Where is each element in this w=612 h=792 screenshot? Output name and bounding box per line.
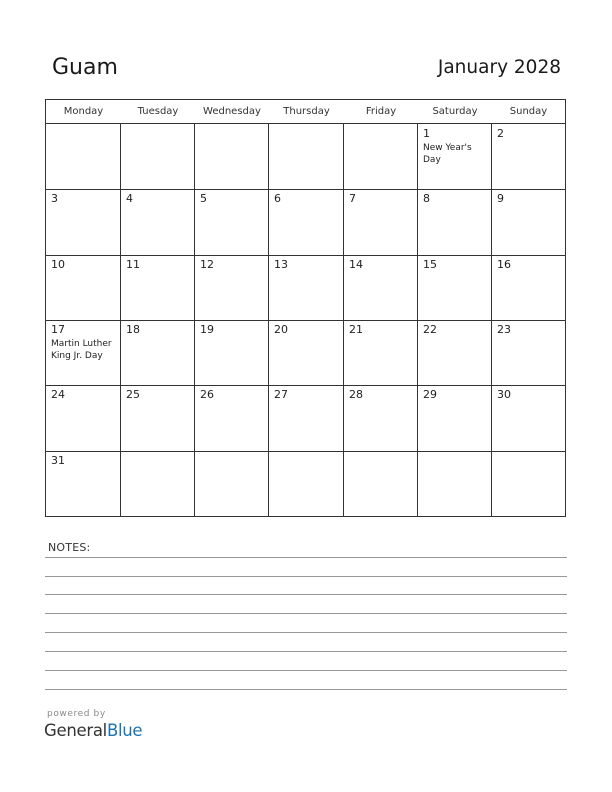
day-cell [126,192,190,205]
day-number: 27 [274,388,288,401]
day-number: 8 [423,192,430,205]
grid-row-divider [46,189,565,190]
holiday-label: Martin Luther King Jr. Day [51,339,112,361]
day-number: 12 [200,258,214,271]
day-number: 15 [423,258,437,271]
day-number: 4 [126,192,133,205]
day-number: 24 [51,388,65,401]
day-cell [274,323,339,336]
grid-row-divider [46,255,565,256]
weekday-header-saturday: Saturday [432,106,478,117]
day-number: 23 [497,323,511,336]
day-cell [497,258,560,271]
day-cell [126,258,190,271]
day-cell [51,192,116,205]
day-cell [200,258,264,271]
holiday-label: New Year's Day [423,143,472,165]
day-cell [51,323,116,362]
day-cell [274,388,339,401]
notes-line [45,632,567,633]
grid-row-divider [46,320,565,321]
weekday-header-wednesday: Wednesday [203,106,261,117]
day-number: 17 [51,323,65,336]
grid-row-divider [46,451,565,452]
day-cell [497,388,560,401]
notes-line [45,557,567,558]
day-number: 16 [497,258,511,271]
day-number: 11 [126,258,140,271]
day-cell [51,454,116,467]
day-cell [423,388,487,401]
day-cell [423,258,487,271]
weekday-header-row [46,100,565,124]
grid-row-divider [46,385,565,386]
day-cell [126,323,190,336]
day-cell [51,258,116,271]
weekday-header-tuesday: Tuesday [137,106,179,117]
day-cell [349,258,413,271]
day-number: 18 [126,323,140,336]
day-cell [200,323,264,336]
day-number: 10 [51,258,65,271]
day-number: 29 [423,388,437,401]
day-cell [497,192,560,205]
generalblue-logo [44,721,142,740]
day-cell [349,388,413,401]
day-number: 2 [497,127,504,140]
day-number: 3 [51,192,58,205]
powered-by-text: powered by [47,709,106,719]
day-number: 13 [274,258,288,271]
weekday-header-sunday: Sunday [509,106,548,117]
day-cell [200,388,264,401]
notes-line [45,613,567,614]
day-number: 28 [349,388,363,401]
day-number: 5 [200,192,207,205]
day-cell [274,192,339,205]
notes-line [45,670,567,671]
day-number: 7 [349,192,356,205]
notes-label: NOTES: [48,541,91,554]
calendar-month-title: January 2028 [437,57,561,78]
day-cell [497,127,560,140]
calendar-region-title: Guam [52,55,118,80]
day-number: 19 [200,323,214,336]
notes-line [45,689,567,690]
brand-name-blue: Blue [106,721,143,740]
day-cell [126,388,190,401]
day-cell [274,258,339,271]
day-cell [200,192,264,205]
calendar-body [46,124,565,516]
day-cell [423,192,487,205]
day-number: 26 [200,388,214,401]
day-cell [423,323,487,336]
weekday-header-thursday: Thursday [283,106,330,117]
calendar-grid [45,99,566,517]
day-cell [349,323,413,336]
day-cell [423,127,487,166]
day-number: 6 [274,192,281,205]
day-number: 30 [497,388,511,401]
day-cell [51,388,116,401]
notes-line [45,594,567,595]
day-cell [497,323,560,336]
day-number: 22 [423,323,437,336]
day-number: 31 [51,454,65,467]
brand-name-general: General [44,721,107,740]
day-number: 14 [349,258,363,271]
day-number: 1 [423,127,430,140]
day-number: 21 [349,323,363,336]
notes-line [45,651,567,652]
weekday-header-monday: Monday [63,106,104,117]
day-number: 9 [497,192,504,205]
day-cell [349,192,413,205]
day-number: 25 [126,388,140,401]
weekday-header-friday: Friday [365,106,397,117]
notes-line [45,576,567,577]
day-number: 20 [274,323,288,336]
